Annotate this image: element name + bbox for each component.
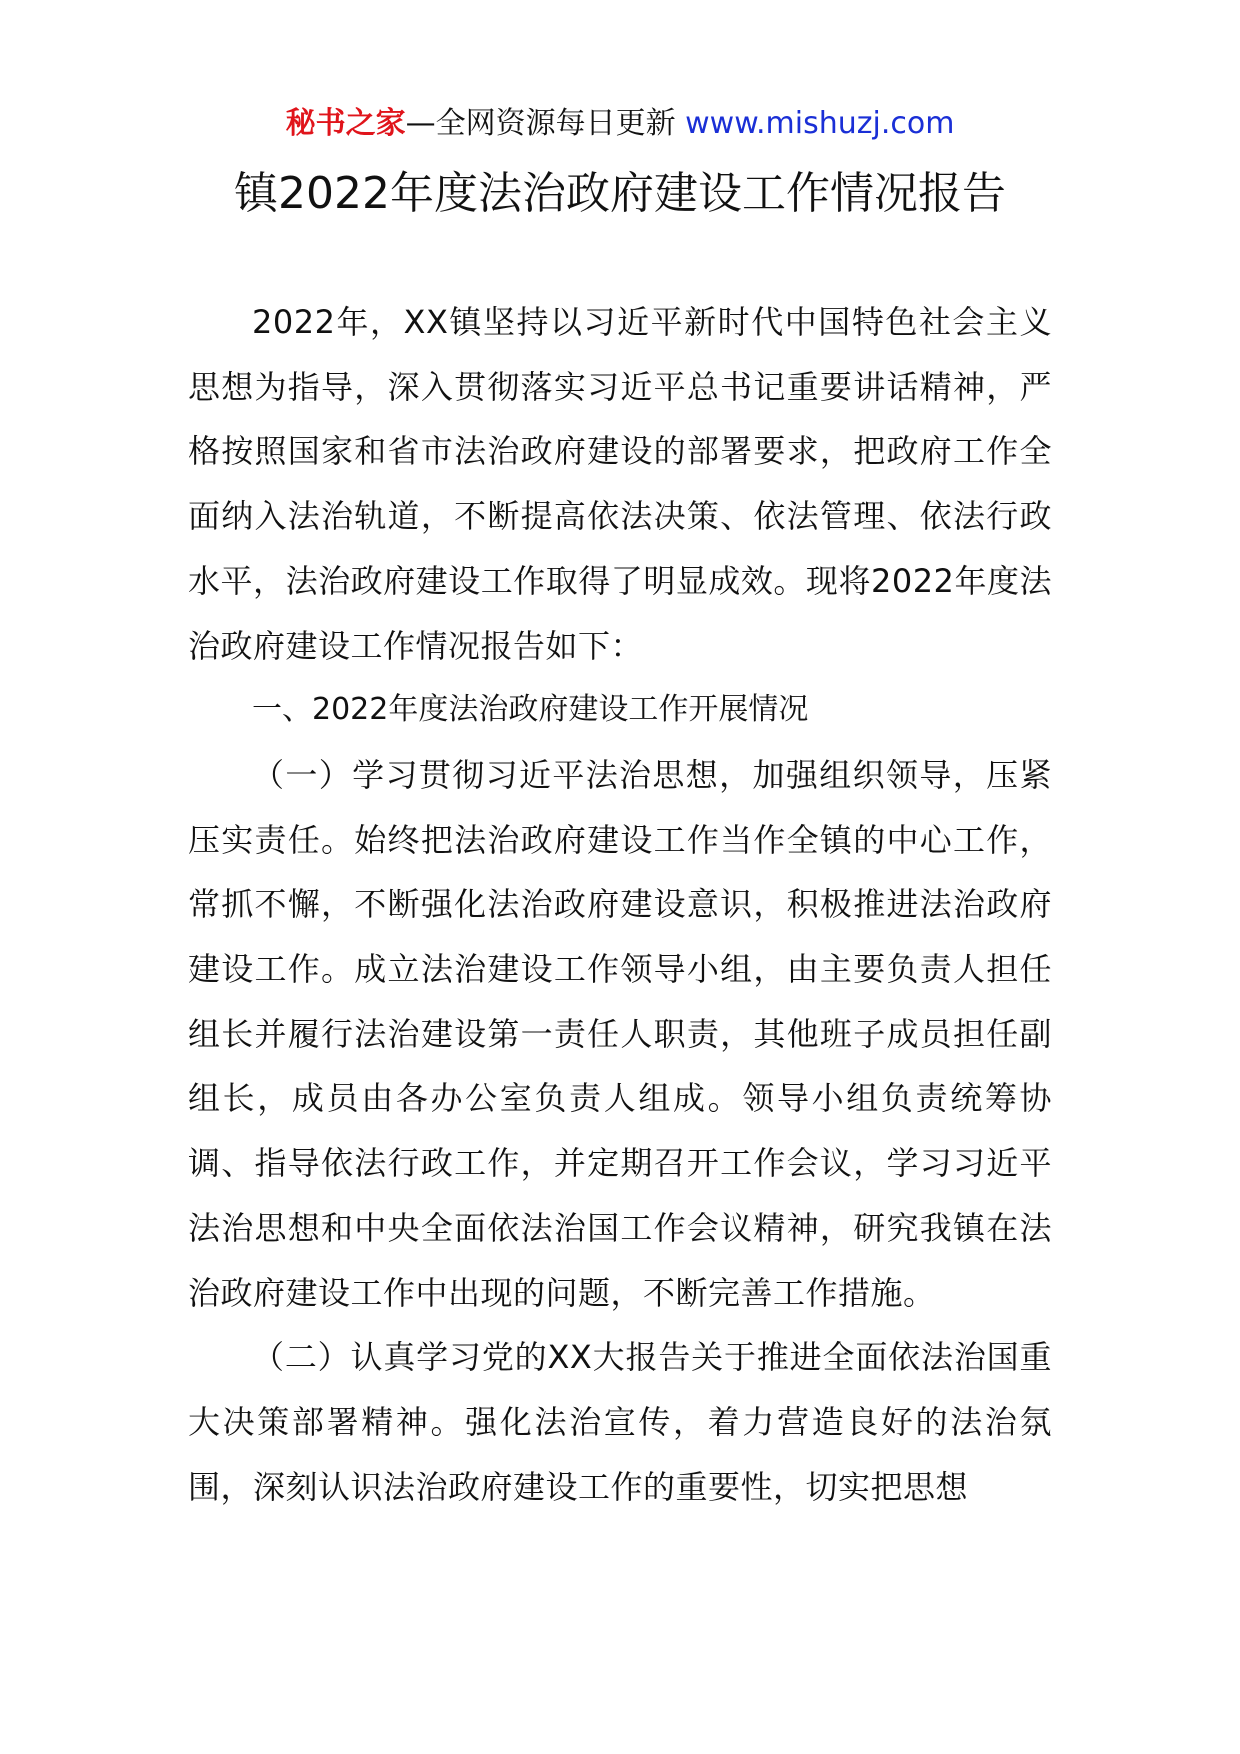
- watermark-tagline: —全网资源每日更新: [405, 106, 686, 141]
- document-body: [188, 290, 1052, 1519]
- intro-paragraph: 2022年，XX镇坚持以习近平新时代中国特色社会主义思想为指导，深入贯彻落实习近平总书记重要讲话精神，严格按照国家和省市法治政府建设的部署要求，把政府工作全面纳入法治轨道，不断提高依法决策、依法管理、依法行政水平，法治政府建设工作取得了明显成效。现将2022年度法治政府建设工作情况报告如下：: [188, 303, 1052, 665]
- document-title: 镇2022年度法治政府建设工作情况报告: [234, 168, 1006, 219]
- subsection-paragraph-1: （一）学习贯彻习近平法治思想，加强组织领导，压紧压实责任。始终把法治政府建设工作当作全镇的中心工作，常抓不懈，不断强化法治政府建设意识，积极推进法治政府建设工作。成立法治建设工作领导小组，由主要负责人担任组长并履行法治建设第一责任人职责，其他班子成员担任副组长，成员由各办公室负责人组成。领导小组负责统筹协调、指导依法行政工作，并定期召开工作会议，学习习近平法治思想和中央全面依法治国工作会议精神，研究我镇在法治政府建设工作中出现的问题，不断完善工作措施。: [188, 755, 1052, 1312]
- subsection-paragraph-2: （二）认真学习党的XX大报告关于推进全面依法治国重大决策部署精神。强化法治宣传，着力营造良好的法治氛围，深刻认识法治政府建设工作的重要性，切实把思想: [188, 1338, 1052, 1506]
- watermark-brand: 秘书之家: [285, 106, 406, 141]
- section-heading-1: 一、2022年度法治政府建设工作开展情况: [252, 692, 809, 728]
- watermark-header: [0, 104, 1240, 144]
- watermark-url-link[interactable]: www.mishuzj.com: [685, 106, 955, 141]
